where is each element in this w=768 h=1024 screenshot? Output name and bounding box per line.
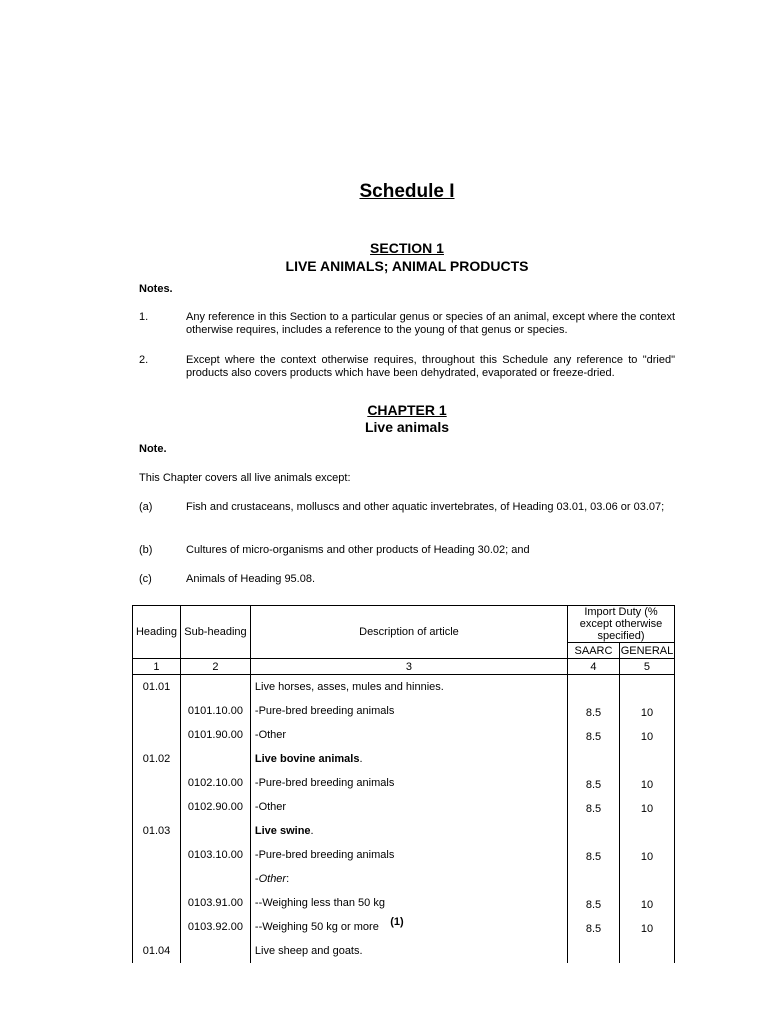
table-row xyxy=(133,771,675,795)
description-suffix: . xyxy=(359,753,363,765)
chapter-note-label: Note. xyxy=(139,443,167,455)
exception-item xyxy=(139,501,675,514)
description-cell xyxy=(250,867,567,891)
subheading-cell: 0101.90.00 xyxy=(180,723,250,747)
saarc-cell: 8.5 xyxy=(568,915,620,939)
description-cell: Live sheep and goats. xyxy=(250,939,567,963)
subheading-cell xyxy=(180,819,250,843)
subheading-cell xyxy=(180,939,250,963)
note-text: Any reference in this Section to a particular genus or species of an animal, except where the context otherwise requires, includes a reference to the young of that genus or species. xyxy=(186,311,675,336)
description-cell: -Pure-bred breeding animals xyxy=(250,771,567,795)
general-cell: 10 xyxy=(619,699,674,723)
note-number: 2. xyxy=(139,354,149,366)
description-suffix: : xyxy=(286,873,290,885)
general-cell xyxy=(619,939,674,963)
note-text: Except where the context otherwise requires, throughout this Schedule any reference to "dried" products also covers products which have been dehydrated, evaporated or freeze-dried. xyxy=(186,354,675,379)
note-number: 1. xyxy=(139,311,149,323)
description-cell: --Weighing less than 50 kg xyxy=(250,891,567,915)
exception-text: Animals of Heading 95.08. xyxy=(186,573,316,585)
column-number: 3 xyxy=(250,659,567,675)
description-suffix: . xyxy=(310,825,314,837)
heading-cell: 01.01 xyxy=(133,675,181,700)
subheading-cell: 0103.10.00 xyxy=(180,843,250,867)
description-prefix: - xyxy=(254,873,259,885)
heading-cell xyxy=(133,723,181,747)
general-cell xyxy=(619,867,674,891)
description-text: Live bovine animals xyxy=(254,753,360,765)
subheading-cell xyxy=(180,675,250,700)
column-number: 2 xyxy=(180,659,250,675)
subheading-cell xyxy=(180,867,250,891)
saarc-cell: 8.5 xyxy=(568,891,620,915)
general-cell: 10 xyxy=(619,771,674,795)
heading-cell xyxy=(133,867,181,891)
general-cell: 10 xyxy=(619,891,674,915)
saarc-column-header: SAARC xyxy=(568,643,620,659)
table-row xyxy=(133,747,675,771)
table-row xyxy=(133,699,675,723)
heading-cell: 01.03 xyxy=(133,819,181,843)
saarc-cell xyxy=(568,939,620,963)
description-cell: -Other xyxy=(250,795,567,819)
exception-item xyxy=(139,573,675,586)
chapter-title: Live animals xyxy=(364,419,450,435)
heading-column-header: Heading xyxy=(133,606,181,659)
page-number: (1) xyxy=(390,916,404,928)
general-cell: 10 xyxy=(619,915,674,939)
description-cell xyxy=(250,747,567,771)
general-cell xyxy=(619,675,674,700)
heading-cell xyxy=(133,699,181,723)
saarc-cell: 8.5 xyxy=(568,771,620,795)
table-row xyxy=(133,795,675,819)
description-cell: Live horses, asses, mules and hinnies. xyxy=(250,675,567,700)
description-cell: --Weighing 50 kg or more xyxy=(250,915,567,939)
description-cell: -Pure-bred breeding animals xyxy=(250,699,567,723)
column-number: 5 xyxy=(619,659,674,675)
chapter-intro: This Chapter covers all live animals except: xyxy=(139,472,351,484)
table-row xyxy=(133,867,675,891)
notes-label: Notes. xyxy=(139,283,173,295)
import-duty-header: Import Duty (% except otherwise specified) xyxy=(568,606,675,643)
exception-number: (a) xyxy=(139,501,153,513)
heading-cell xyxy=(133,771,181,795)
exception-text: Fish and crustaceans, molluscs and other aquatic invertebrates, of Heading 03.01, 03.06 or 03.07; xyxy=(186,501,665,513)
general-cell: 10 xyxy=(619,843,674,867)
heading-cell xyxy=(133,843,181,867)
heading-cell: 01.02 xyxy=(133,747,181,771)
heading-cell: 01.04 xyxy=(133,939,181,963)
subheading-cell: 0102.90.00 xyxy=(180,795,250,819)
description-text: Live swine xyxy=(254,825,311,837)
heading-cell xyxy=(133,795,181,819)
table-row xyxy=(133,891,675,915)
saarc-cell: 8.5 xyxy=(568,699,620,723)
table-row xyxy=(133,843,675,867)
saarc-cell: 8.5 xyxy=(568,843,620,867)
saarc-cell xyxy=(568,867,620,891)
general-cell xyxy=(619,819,674,843)
general-cell xyxy=(619,747,674,771)
description-cell: -Pure-bred breeding animals xyxy=(250,843,567,867)
subheading-cell: 0103.91.00 xyxy=(180,891,250,915)
description-cell: -Other xyxy=(250,723,567,747)
general-column-header: GENERAL xyxy=(620,644,674,657)
table-row xyxy=(133,723,675,747)
subheading-cell: 0103.92.00 xyxy=(180,915,250,939)
subheading-cell: 0102.10.00 xyxy=(180,771,250,795)
table-row xyxy=(133,675,675,700)
table-row xyxy=(133,819,675,843)
section-note xyxy=(139,354,675,380)
subheading-cell xyxy=(180,747,250,771)
heading-cell xyxy=(133,891,181,915)
subheading-cell: 0101.10.00 xyxy=(180,699,250,723)
exception-item xyxy=(139,544,675,557)
section-note xyxy=(139,311,675,337)
description-column-header: Description of article xyxy=(250,606,567,659)
saarc-cell xyxy=(568,747,620,771)
saarc-cell: 8.5 xyxy=(568,723,620,747)
table-row xyxy=(133,939,675,963)
exception-number: (b) xyxy=(139,544,153,556)
tariff-table xyxy=(132,605,675,963)
schedule-title: Schedule I xyxy=(359,181,455,202)
saarc-cell: 8.5 xyxy=(568,795,620,819)
description-text: Other xyxy=(258,873,287,885)
chapter-heading: CHAPTER 1 xyxy=(367,402,447,418)
general-cell: 10 xyxy=(619,795,674,819)
section-heading: SECTION 1 xyxy=(370,240,444,256)
section-title: LIVE ANIMALS; ANIMAL PRODUCTS xyxy=(285,258,529,274)
column-number: 1 xyxy=(133,659,181,675)
description-cell xyxy=(250,819,567,843)
exception-number: (c) xyxy=(139,573,152,585)
column-number: 4 xyxy=(568,659,620,675)
subheading-column-header: Sub-heading xyxy=(180,606,250,659)
saarc-cell xyxy=(568,675,620,700)
exception-text: Cultures of micro-organisms and other products of Heading 30.02; and xyxy=(186,544,530,556)
saarc-cell xyxy=(568,819,620,843)
general-cell: 10 xyxy=(619,723,674,747)
